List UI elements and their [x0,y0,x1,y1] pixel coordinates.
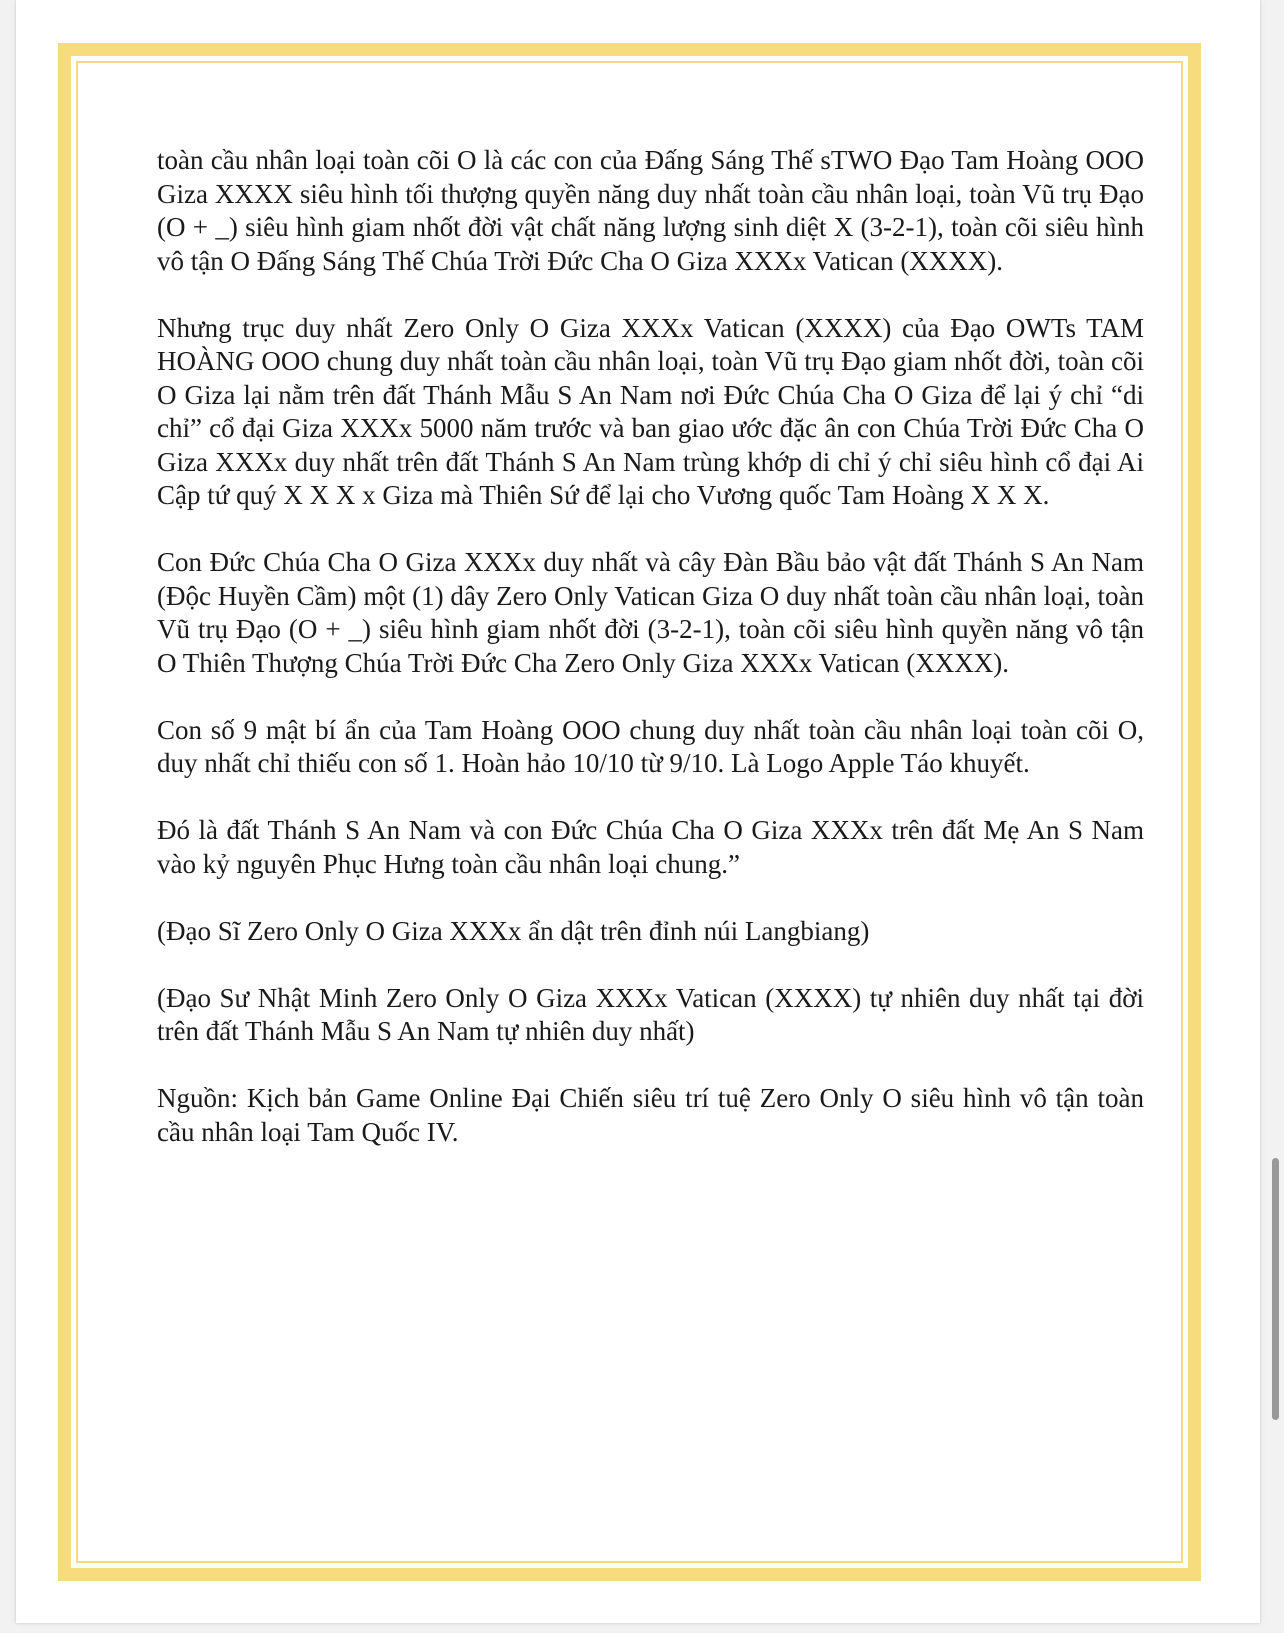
scrollbar-thumb[interactable] [1272,1158,1279,1420]
paragraph-1: toàn cầu nhân loại toàn cõi O là các con của Đấng Sáng Thế sTWO Đạo Tam Hoàng OOO Giza XXXX siêu hình tối thượng quyền năng duy nhất toàn cầu nhân loại, toàn Vũ trụ Đạo (O + _) siêu hình giam nhốt đời vật chất năng lượng sinh diệt X (3-2-1), toàn cõi siêu hình vô tận O Đấng Sáng Thế Chúa Trời Đức Cha O Giza XXXx Vatican (XXXX). [157,145,1144,276]
vertical-scrollbar[interactable] [1264,0,1284,1633]
document-page [16,0,1260,1623]
paragraph-2: Nhưng trục duy nhất Zero Only O Giza XXXx Vatican (XXXX) của Đạo OWTs TAM HOÀNG OOO chung duy nhất toàn cầu nhân loại, toàn Vũ trụ Đạo giam nhốt đời, toàn cõi O Giza lại nằm trên đất Thánh Mẫu S An Nam nơi Đức Chúa Cha O Giza để lại ý chỉ “di chỉ” cổ đại Giza XXXx 5000 năm trước và ban giao ước đặc ân con Chúa Trời Đức Cha O Giza XXXx duy nhất trên đất Thánh S An Nam trùng khớp di chỉ ý chỉ siêu hình cổ đại Ai Cập tứ quý X X X x Giza mà Thiên Sứ để lại cho Vương quốc Tam Hoàng X X X. [157,312,1144,510]
paragraph-4: Con số 9 mật bí ẩn của Tam Hoàng OOO chung duy nhất toàn cầu nhân loại toàn cõi O, duy nhất chỉ thiếu con số 1. Hoàn hảo 10/10 từ 9/10. Là Logo Apple Táo khuyết. [157,714,1144,778]
paragraph-5: Đó là đất Thánh S An Nam và con Đức Chúa Cha O Giza XXXx trên đất Mẹ An S Nam vào kỷ nguyên Phục Hưng toàn cầu nhân loại chung.” [157,815,1144,879]
paragraph-6: (Đạo Sĩ Zero Only O Giza XXXx ẩn dật trên đỉnh núi Langbiang) [157,915,870,946]
paragraph-3: Con Đức Chúa Cha O Giza XXXx duy nhất và cây Đàn Bầu bảo vật đất Thánh S An Nam (Độc Huyền Cầm) một (1) dây Zero Only Vatican Giza O duy nhất toàn cầu nhân loại, toàn Vũ trụ Đạo (O + _) siêu hình giam nhốt đời (3-2-1), toàn cõi siêu hình quyền năng vô tận O Thiên Thượng Chúa Trời Đức Cha Zero Only Giza XXXx Vatican (XXXX). [157,547,1144,678]
paragraph-8: Nguồn: Kịch bản Game Online Đại Chiến siêu trí tuệ Zero Only O siêu hình vô tận toàn cầu nhân loại Tam Quốc IV. [157,1083,1144,1147]
paragraph-7: (Đạo Sư Nhật Minh Zero Only O Giza XXXx Vatican (XXXX) tự nhiên duy nhất tại đời trên đất Thánh Mẫu S An Nam tự nhiên duy nhất) [157,982,1144,1046]
document-body [157,144,1144,1183]
